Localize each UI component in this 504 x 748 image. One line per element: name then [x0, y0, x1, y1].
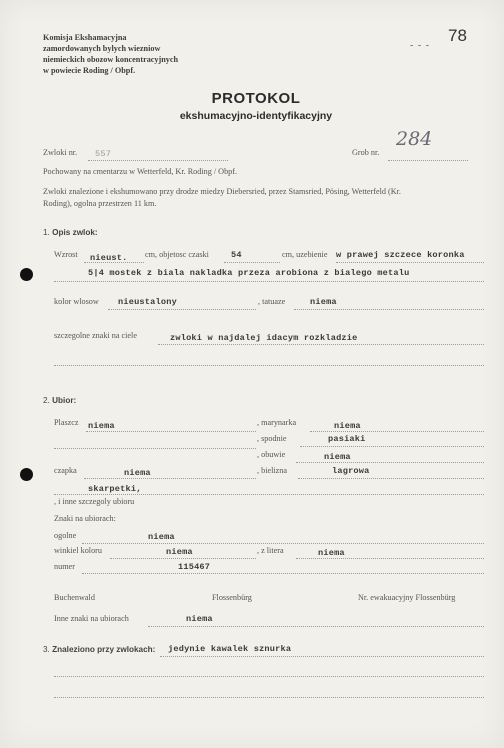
kolor-line: [108, 309, 256, 310]
uzebienie-line-2: [54, 281, 484, 282]
document-subtitle: ekshumacyjno-identyfikacyjny: [179, 110, 333, 122]
numer-value: 115467: [178, 562, 211, 572]
plaszcz-line-2: [54, 448, 256, 449]
spodnie-value: pasiaki: [328, 434, 366, 444]
znaki-line-2: [54, 365, 484, 366]
bielizna-value: lagrowa: [332, 466, 370, 476]
uzebienie-value-2: 5|4 mostek z biala nakladka przeza arobiona z bialego metalu: [88, 268, 410, 278]
wzrost-value: nieust.: [90, 253, 128, 263]
section-3-line-2: [54, 676, 484, 677]
uzebienie-line-1: [336, 262, 484, 263]
organization-header: [43, 32, 178, 76]
kolor-value: nieustalony: [118, 297, 177, 307]
punch-hole-bottom: [20, 468, 33, 481]
spodnie-label: , spodnie: [257, 434, 287, 443]
czaszka-label: cm, objetosc czaski: [145, 250, 209, 259]
page-dashes: - - -: [410, 40, 430, 51]
wzrost-line: [84, 262, 144, 263]
winkiel-line: [110, 558, 256, 559]
tatuaze-value: niema: [310, 297, 337, 307]
ogolne-label: ogolne: [54, 531, 77, 540]
obuwie-line: [296, 462, 484, 463]
inne-znaki-line: [148, 626, 484, 627]
znaki-ubior-label: Znaki na ubiorach:: [54, 514, 116, 523]
grob-value: 284: [396, 128, 433, 150]
znaleziono-text: [43, 186, 483, 209]
camp-buchenwald: Buchenwald: [54, 593, 95, 602]
znaki-label: szczegolne znaki na ciele: [54, 331, 137, 340]
org-line-3: niemieckich obozow koncentracyjnych: [43, 55, 179, 64]
plaszcz-value: niema: [88, 421, 115, 431]
section-3-line-3: [54, 697, 484, 698]
kolor-label: kolor wlosow: [54, 297, 99, 306]
zwloki-value: 557: [95, 149, 112, 159]
zwloki-line: [88, 160, 228, 161]
section-3-heading: [43, 645, 155, 654]
bielizna-label: , bielizna: [257, 466, 288, 475]
uzebienie-label: cm, uzebienie: [282, 250, 328, 259]
litera-line: [296, 558, 484, 559]
evacuation-number-label: Nr. ewakuacyjny Flossenbürg: [358, 593, 456, 602]
section-2-title: Ubior:: [52, 396, 77, 405]
inne-znaki-value: niema: [186, 614, 213, 624]
section-2-heading: [43, 396, 76, 405]
marynarka-value: niema: [334, 421, 361, 431]
org-line-4: w powiecie Roding / Obpf.: [43, 66, 136, 75]
page-number: 78: [448, 26, 467, 45]
uzebienie-value-1: w prawej szczece koronka: [336, 250, 465, 260]
section-1-heading: [43, 228, 98, 237]
znaki-value: zwloki w najdalej idacym rozkladzie: [170, 333, 358, 343]
marynarka-line: [310, 431, 484, 432]
zwloki-label: Zwloki nr.: [43, 148, 78, 157]
section-3-title: Znaleziono przy zwlokach:: [52, 645, 156, 654]
section-2-number: 2.: [43, 396, 50, 405]
plaszcz-label: Plaszcz: [54, 418, 79, 427]
inne-ubior-value: skarpetki,: [88, 484, 142, 494]
inne-znaki-label: Inne znaki na ubiorach: [54, 614, 129, 623]
litera-value: niema: [318, 548, 345, 558]
punch-hole-top: [20, 268, 33, 281]
winkiel-value: niema: [166, 547, 193, 557]
ogolne-value: niema: [148, 532, 175, 542]
ogolne-line: [82, 543, 484, 544]
document-title: PROTOKOL: [211, 90, 301, 107]
plaszcz-line: [86, 431, 256, 432]
camp-flossenburg: Flossenbürg: [212, 593, 252, 602]
grob-label: Grob nr.: [352, 148, 380, 157]
czapka-line: [84, 478, 256, 479]
section-3-line: [160, 656, 484, 657]
marynarka-label: , marynarka: [257, 418, 297, 427]
numer-label: numer: [54, 562, 75, 571]
winkiel-label: winkiel koloru: [54, 546, 102, 555]
grob-line: [388, 160, 468, 161]
pochowany-text: Pochowany na cmentarzu w Wetterfeld, Kr. Roding / Obpf.: [43, 167, 238, 176]
section-1-number: 1.: [43, 228, 50, 237]
section-1-title: Opis zwlok:: [52, 228, 98, 237]
inne-ubior-label: , i inne szczegoly ubioru: [54, 497, 135, 506]
znaleziono-line-1: Zwloki znalezione i ekshumowano przy drodze miedzy Diebersried, przez Stamsried, Pösing, Wetterfeld (Kr.: [43, 187, 401, 196]
czapka-label: czapka: [54, 466, 77, 475]
numer-line: [82, 573, 484, 574]
bielizna-line: [298, 478, 484, 479]
org-line-2: zamordowanych bylych wiezniow: [43, 44, 161, 53]
litera-label: , z litera: [257, 546, 284, 555]
org-line-1: Komisja Ekshamacyjna: [43, 33, 127, 42]
inne-ubior-line: [54, 494, 484, 495]
obuwie-label: , obuwie: [257, 450, 286, 459]
obuwie-value: niema: [324, 452, 351, 462]
spodnie-line: [300, 446, 484, 447]
tatuaze-label: , tatuaze: [258, 297, 286, 306]
section-3-value: jedynie kawalek sznurka: [168, 644, 292, 654]
czaszka-line: [224, 262, 280, 263]
wzrost-label: Wzrost: [54, 250, 78, 259]
section-3-number: 3.: [43, 645, 50, 654]
czapka-value: niema: [124, 468, 151, 478]
znaki-line: [158, 344, 484, 345]
czaszka-value: 54: [231, 250, 242, 260]
znaleziono-line-2: Roding), ogolna przestrzen 11 km.: [43, 198, 157, 208]
tatuaze-line: [294, 309, 484, 310]
